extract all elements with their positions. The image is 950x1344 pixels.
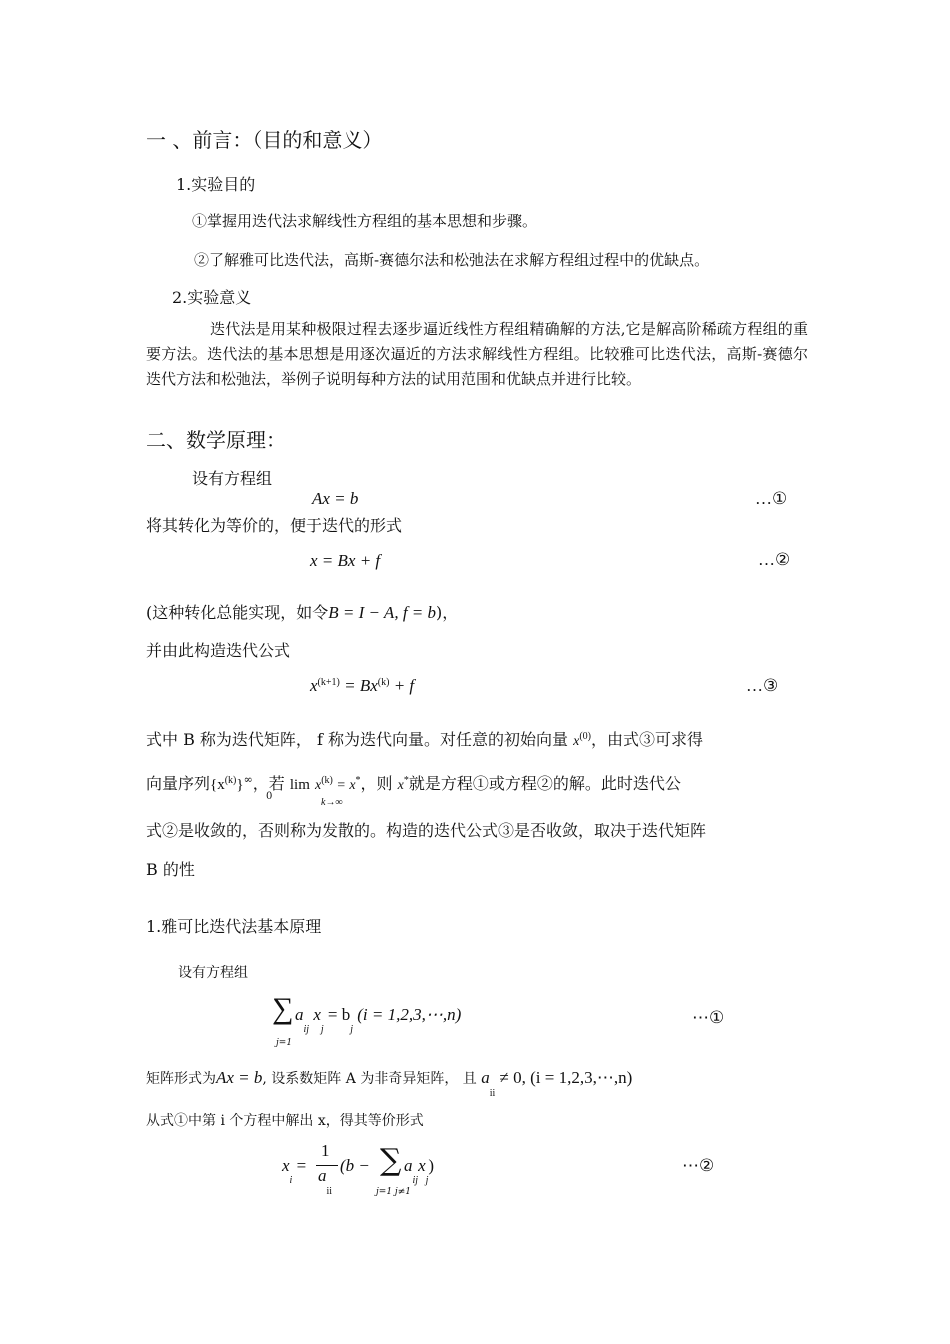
b-sub: j: [350, 1024, 354, 1035]
jacobi-eq1-body: [295, 1005, 462, 1035]
denominator-sub: ii: [326, 1186, 333, 1197]
jacobi-eq2-tag: ⋯②: [682, 1156, 715, 1175]
line2-text-a: 向量序列: [146, 774, 211, 793]
var-x: x: [313, 1005, 321, 1024]
section-title-preface: 一 、前言：（目的和意义）: [146, 128, 383, 152]
aii-letter: a: [481, 1068, 490, 1087]
sequence-infinity: ∞: [243, 773, 253, 786]
lhs-x: x: [282, 1156, 290, 1175]
aii: [481, 1068, 633, 1099]
sequence-close: }: [236, 777, 244, 793]
initial-vector: [573, 731, 592, 749]
paragraph-line-3: 式②是收敛的，否则称为发散的。构造的迭代公式③是否收敛，取决于迭代矩阵: [146, 821, 707, 840]
matrix-middle: , 设系数矩阵 A 为非奇异矩阵， 且: [262, 1071, 477, 1087]
sequence: [210, 777, 244, 793]
paragraph-line-1: [146, 727, 703, 750]
significance-paragraph: 迭代法是用某种极限过程去逐步逼近线性方程组精确解的方法,它是解高阶稀疏方程组的重要方法。迭代法的基本思想是用逐次逼近的方法求解线性方程组。比较雅可比迭代法，高斯-赛德尔迭代方法和松弛法，举例子说明每种方法的试用范围和优缺点并进行比较。: [146, 320, 808, 388]
limit-star: *: [355, 775, 361, 786]
eq2-equals: =: [296, 1156, 307, 1175]
conversion-note: [146, 600, 458, 623]
eq2-paren: (b −: [340, 1156, 370, 1175]
matrix-prefix: 矩阵形式为: [146, 1071, 216, 1087]
solution-x-star: *: [403, 775, 409, 786]
equation-3: [310, 676, 414, 696]
subsection-title-purpose: 1.实验目的: [176, 175, 256, 194]
conversion-note-math: B = I − A, f = b: [328, 603, 437, 622]
limit: lim: [289, 777, 310, 793]
limit-x: x: [314, 778, 322, 793]
denominator-a: a: [318, 1166, 327, 1185]
equation-3-tag: …③: [746, 676, 779, 695]
var-x-sub: j: [320, 1024, 324, 1035]
eq3-superscript-k1: (k+1): [317, 677, 340, 688]
line2-text-b: ，若: [252, 774, 285, 793]
eq3-middle: = Bx: [339, 676, 378, 695]
limit-x-k: (k): [321, 775, 333, 786]
eq2-a-sub: ij: [412, 1175, 419, 1186]
paragraph-line-2: [146, 771, 681, 794]
sum-subscript-2: j=1 j≠1: [376, 1187, 411, 1197]
equation-2: x = Bx + f: [310, 551, 381, 570]
eq3-end: + f: [389, 676, 415, 695]
section-title-math-principle: 二、数学原理：: [146, 428, 286, 452]
matrix-equation: Ax = b: [216, 1068, 263, 1087]
equals-b: = b: [327, 1005, 351, 1024]
eq2-x-sub: j: [425, 1175, 429, 1186]
sum-symbol-2: ∑: [380, 1143, 402, 1178]
index-range: (i = 1,2,3,⋯,n): [357, 1005, 462, 1024]
sequence-zero: 0: [266, 791, 273, 802]
aii-sub: ii: [489, 1088, 496, 1099]
line1-text-a: 式中 B 称为迭代矩阵， f 称为迭代向量。对任意的初始向量: [146, 730, 569, 749]
sum-symbol: ∑: [272, 992, 294, 1025]
initial-vector-sup: (0): [579, 731, 592, 742]
eq3-superscript-k: (k): [377, 677, 390, 688]
eq2-terms: [404, 1156, 435, 1186]
eq3-x: x: [310, 676, 318, 695]
equation-1-tag: …①: [755, 489, 788, 508]
limit-equals: = x: [332, 778, 356, 793]
solution-x: [397, 775, 409, 793]
purpose-item-2: ②了解雅可比迭代法，高斯-赛德尔法和松弛法在求解方程组过程中的优缺点。: [194, 251, 710, 269]
limit-subscript: k→∞: [321, 797, 343, 808]
eq2-a: a: [404, 1156, 413, 1175]
construct-text: 并由此构造迭代公式: [146, 641, 291, 660]
jacobi-title: 1.雅可比迭代法基本原理: [146, 917, 322, 936]
initial-vector-x: x: [573, 734, 580, 749]
purpose-item-1: ①掌握用迭代法求解线性方程组的基本思想和步骤。: [192, 212, 538, 230]
jacobi-eq2-lhs: [282, 1156, 307, 1186]
conversion-note-suffix: )，: [436, 603, 459, 622]
eq2-close: ): [428, 1156, 435, 1175]
coef-a: a: [295, 1005, 304, 1024]
convert-text: 将其转化为等价的，便于迭代的形式: [146, 516, 403, 535]
sequence-open: {x: [210, 777, 225, 793]
lhs-x-sub: i: [289, 1175, 293, 1186]
intro-text: 设有方程组: [192, 469, 273, 488]
conversion-note-prefix: (这种转化总能实现，如令: [146, 603, 329, 622]
jacobi-intro: 设有方程组: [178, 965, 248, 981]
eq2-x: x: [418, 1156, 426, 1175]
equation-2-tag: …②: [758, 550, 791, 569]
line1-text-b: ，由式③可求得: [591, 730, 704, 749]
matrix-form-line: [146, 1068, 633, 1099]
jacobi-eq1-tag: ⋯①: [692, 1008, 725, 1027]
coef-a-sub: ij: [303, 1024, 310, 1035]
solution-x-letter: x: [397, 778, 404, 793]
limit-expression: [314, 775, 361, 793]
sequence-k: (k): [224, 775, 237, 786]
subsection-title-significance: 2.实验意义: [172, 288, 252, 307]
equation-1: Ax = b: [312, 489, 359, 508]
nonzero-condition: ≠ 0, (i = 1,2,3,⋯,n): [499, 1068, 633, 1087]
fraction-denominator: [318, 1166, 333, 1197]
solve-line: 从式①中第 i 个方程中解出 x，得其等价形式: [146, 1113, 424, 1129]
sum-subscript: j=1: [276, 1038, 293, 1048]
fraction-numerator: 1: [321, 1141, 330, 1160]
line2-text-d: 就是方程①或方程②的解。此时迭代公: [408, 774, 681, 793]
line2-text-c: ，则: [360, 774, 393, 793]
paragraph-line-4: B 的性: [146, 860, 195, 879]
